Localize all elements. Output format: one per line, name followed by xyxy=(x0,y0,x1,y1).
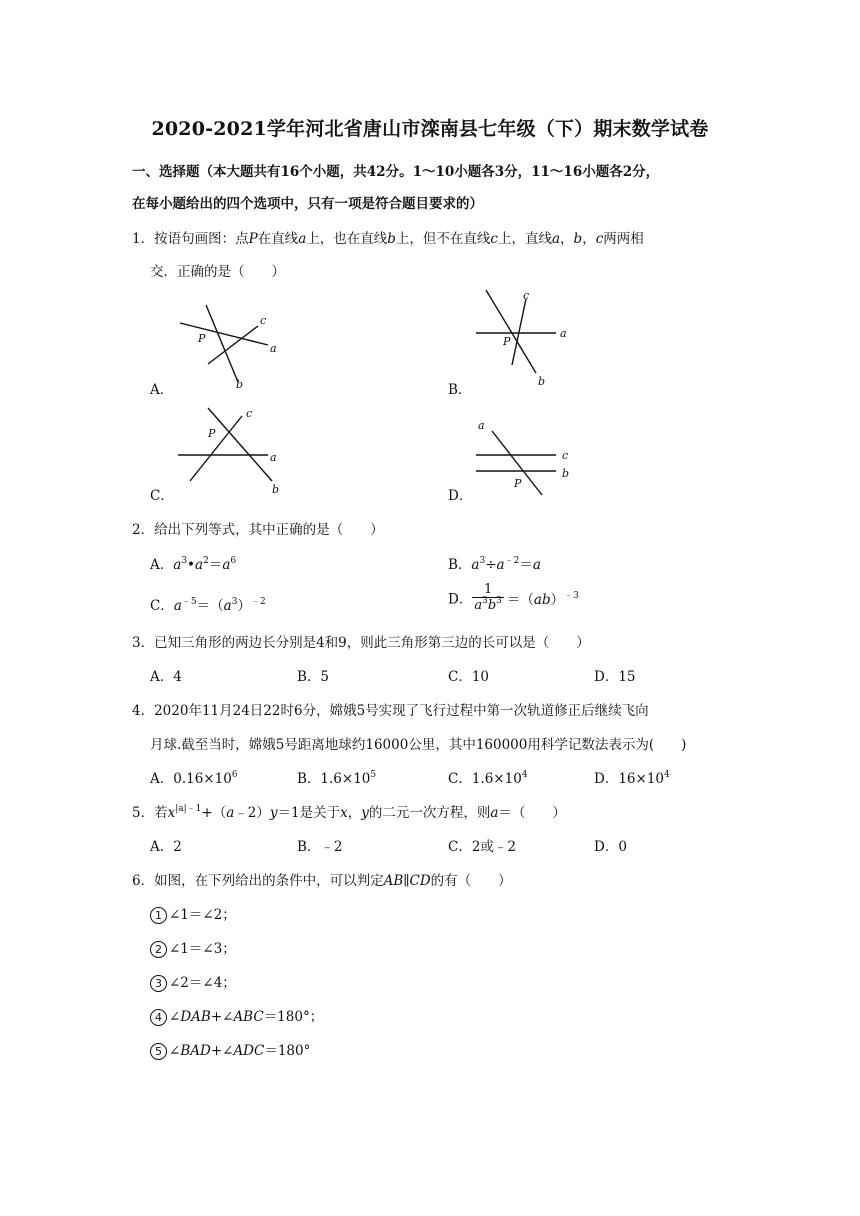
question-1-line1 xyxy=(132,227,644,247)
q1-figure-d xyxy=(468,415,588,500)
q6-condition-4 xyxy=(150,1005,323,1026)
q1-var: c xyxy=(595,231,604,247)
math-var: a xyxy=(471,557,480,573)
question-number: 6． xyxy=(132,873,155,889)
label-p: P xyxy=(208,427,216,440)
page-title: 2020-2021学年河北省唐山市滦南县七年级（下）期末数学试卷 xyxy=(151,118,709,140)
q1-var: c xyxy=(490,231,498,247)
exponent: ﹣2 xyxy=(504,556,520,566)
math-op: ＝（ xyxy=(506,591,534,608)
q1-var: a xyxy=(298,231,307,247)
question-1-line2: 交．正确的是（ ） xyxy=(150,264,285,280)
label-p: P xyxy=(514,477,522,490)
q5-text: ＝1是关于 xyxy=(277,805,341,821)
q6-condition-1 xyxy=(150,903,236,924)
q5-text: 的二元一次方程，则 xyxy=(368,805,491,821)
condition-text: +∠ xyxy=(210,1043,234,1059)
question-number: 1． xyxy=(132,231,155,247)
q1-option-b-label[interactable]: B． xyxy=(448,382,472,398)
option-text: B．1.6×10 xyxy=(297,771,371,787)
exponent: ﹣3 xyxy=(564,590,579,601)
exponent: |a|﹣1 xyxy=(175,804,202,814)
question-4-line2: 月球.截至当时，嫦娥5号距离地球约16000公里，其中160000用科学记数法表示为( ) xyxy=(150,737,687,753)
exponent: 3 xyxy=(231,597,238,607)
math-op: ＝ xyxy=(208,557,223,573)
exponent: 6 xyxy=(231,770,238,780)
section-header-line1: 一、选择题（本大题共有16个小题，共42分。1～10小题各3分，11～16小题各2分， xyxy=(132,164,660,180)
label-a: a xyxy=(560,327,567,340)
q1-var: P xyxy=(248,231,258,247)
exponent: 3 xyxy=(181,556,188,566)
q3-option-b[interactable]: B．5 xyxy=(297,669,330,685)
q1-figure-c xyxy=(170,403,290,498)
q6-condition-3 xyxy=(150,971,236,992)
q4-option-a[interactable] xyxy=(150,767,238,787)
question-2-stem xyxy=(132,518,384,538)
question-4-line1 xyxy=(132,699,649,719)
question-6-stem xyxy=(132,869,512,889)
q1-var: a xyxy=(551,231,561,247)
label-c: c xyxy=(562,449,569,462)
math-var: b xyxy=(487,598,497,613)
exponent: 4 xyxy=(521,770,528,780)
question-number: 2． xyxy=(132,522,155,538)
q5-text: +（ xyxy=(201,805,227,821)
q2-d-rhs xyxy=(507,592,579,608)
math-var: a xyxy=(496,557,505,573)
q1-text: ， xyxy=(560,231,574,247)
math-var: ABC xyxy=(233,1009,264,1025)
label-b: b xyxy=(562,467,570,480)
condition-text: ＝180° xyxy=(264,1043,311,1059)
exponent: 3 xyxy=(482,596,488,606)
math-op: ÷ xyxy=(485,557,497,573)
exponent: ﹣5 xyxy=(181,597,197,607)
q1-text: 上，也在直线 xyxy=(306,231,388,247)
label-b: b xyxy=(538,375,546,388)
exponent: ﹣2 xyxy=(250,597,266,607)
q4-option-c[interactable] xyxy=(448,767,528,787)
circled-number: 1 xyxy=(150,907,167,924)
line-c xyxy=(190,416,242,481)
math-var: a xyxy=(173,598,182,614)
option-text: D．16×10 xyxy=(594,771,664,787)
q6-text: 如图，在下列给出的条件中，可以判定 xyxy=(154,873,384,889)
math-var: CD xyxy=(409,873,431,889)
option-text: A．0.16×10 xyxy=(150,771,232,787)
question-5-stem xyxy=(132,801,566,821)
q1-text: 按语句画图：点 xyxy=(154,231,249,247)
label-a: a xyxy=(270,451,277,464)
q4-option-d[interactable] xyxy=(594,767,670,787)
label-c: c xyxy=(246,407,253,420)
math-op: ∥ xyxy=(403,873,410,889)
condition-text: ∠ xyxy=(169,1009,181,1025)
line-b xyxy=(206,305,238,382)
condition-text: +∠ xyxy=(210,1009,234,1025)
condition-text: ∠1＝∠2； xyxy=(169,907,236,923)
fraction-denominator xyxy=(472,597,504,613)
q2-stem-text: 给出下列等式，其中正确的是（ ） xyxy=(154,522,384,538)
q1-var: b xyxy=(387,231,396,247)
question-3-stem xyxy=(132,631,590,651)
q1-text: 上，但不在直线 xyxy=(395,231,491,247)
math-var: a xyxy=(226,805,235,821)
q5-text: ， xyxy=(347,805,362,821)
math-op: ） xyxy=(237,598,251,614)
math-var: a xyxy=(474,598,483,613)
option-text: C．1.6×10 xyxy=(448,771,522,787)
q1-text: 两两相 xyxy=(603,231,644,247)
math-op: ＝（ xyxy=(196,598,224,614)
exponent: 5 xyxy=(370,770,377,780)
math-var: a xyxy=(195,557,204,573)
q2-option-b[interactable] xyxy=(448,553,541,573)
exponent: 2 xyxy=(203,556,209,566)
q5-option-b[interactable]: B．﹣2 xyxy=(297,839,343,855)
label-b: b xyxy=(272,483,280,496)
label-c: c xyxy=(260,314,267,327)
circled-number: 2 xyxy=(150,941,167,958)
q5-option-c[interactable]: C．2或﹣2 xyxy=(448,839,517,855)
q3-stem-text: 已知三角形的两边长分别是4和9，则此三角形第三边的长可以是（ ） xyxy=(154,635,590,651)
condition-text: ＝180°； xyxy=(263,1009,324,1025)
math-var: ADC xyxy=(233,1043,265,1059)
math-var: y xyxy=(361,805,369,821)
condition-text: ∠2＝∠4； xyxy=(169,975,236,991)
section-header-line2: 在每小题给出的四个选项中，只有一项是符合题目要求的） xyxy=(132,196,483,212)
q3-option-a[interactable]: A．4 xyxy=(150,669,182,685)
q6-text: 的有（ ） xyxy=(430,873,512,889)
question-number: 3． xyxy=(132,635,155,651)
exponent: 4 xyxy=(664,770,670,780)
fraction xyxy=(472,582,504,613)
exponent: 3 xyxy=(479,556,486,566)
circled-number: 5 xyxy=(150,1043,167,1060)
q2-option-c[interactable] xyxy=(150,594,266,614)
q1-text: 上，直线 xyxy=(497,231,552,247)
math-op: ＝ xyxy=(519,557,533,573)
label-b: b xyxy=(236,378,244,391)
line-c xyxy=(512,299,526,365)
q2-option-d[interactable] xyxy=(448,582,579,613)
label-p: P xyxy=(198,332,206,345)
math-var: x xyxy=(167,805,176,821)
math-op: • xyxy=(187,557,196,573)
option-label: A． xyxy=(150,557,174,573)
q5-text: ﹣2） xyxy=(234,805,270,821)
circled-number: 3 xyxy=(150,975,167,992)
exponent: 6 xyxy=(230,556,237,566)
condition-text: ∠ xyxy=(169,1043,181,1059)
q5-option-a[interactable]: A．2 xyxy=(150,839,182,855)
math-var: BAD xyxy=(180,1043,211,1059)
math-var: a xyxy=(532,557,541,573)
option-label: C． xyxy=(150,598,174,614)
condition-text: ∠1＝∠3； xyxy=(169,941,236,957)
math-var: a xyxy=(223,598,232,614)
option-label: B． xyxy=(448,557,472,573)
q2-option-a[interactable] xyxy=(150,553,236,573)
math-op: ） xyxy=(550,591,565,608)
math-var: y xyxy=(269,805,278,821)
q5-text: 若 xyxy=(154,805,168,821)
label-a: a xyxy=(478,419,485,432)
question-number: 5． xyxy=(132,805,155,821)
question-number: 4． xyxy=(132,703,155,719)
q3-option-d[interactable]: D．15 xyxy=(594,669,636,685)
line-a xyxy=(180,323,268,345)
q1-option-a-label[interactable]: A． xyxy=(150,382,174,398)
q1-figure-a xyxy=(170,300,290,392)
q6-condition-5 xyxy=(150,1039,310,1060)
label-c: c xyxy=(523,289,530,302)
fraction-numerator: 1 xyxy=(483,582,493,597)
q5-option-d[interactable]: D．0 xyxy=(594,839,627,855)
circled-number: 4 xyxy=(150,1009,167,1026)
q1-var: b xyxy=(573,231,583,247)
q1-text: ， xyxy=(582,231,596,247)
math-var: a xyxy=(173,557,182,573)
q3-option-c[interactable]: C．10 xyxy=(448,669,490,685)
exponent: 3 xyxy=(496,596,502,606)
q1-figure-b xyxy=(468,285,578,390)
math-var: AB xyxy=(383,873,404,889)
q1-option-c-label[interactable]: C． xyxy=(150,488,174,504)
label-p: P xyxy=(503,335,511,348)
q1-text: 在直线 xyxy=(257,231,299,247)
math-var: a xyxy=(222,557,231,573)
option-label: D． xyxy=(448,591,473,608)
math-var: ab xyxy=(533,591,551,608)
math-var: a xyxy=(490,805,499,821)
q6-condition-2 xyxy=(150,937,236,958)
q1-option-d-label[interactable]: D． xyxy=(448,488,473,504)
line-b xyxy=(486,290,536,373)
q4-option-b[interactable] xyxy=(297,767,376,787)
q5-text: ＝（ ） xyxy=(498,805,566,821)
math-var: x xyxy=(340,805,348,821)
q4-text: 2020年11月24日22时6分，嫦娥5号实现了飞行过程中第一次轨道修正后继续飞向 xyxy=(154,703,649,719)
label-a: a xyxy=(270,342,277,355)
math-var: DAB xyxy=(180,1009,211,1025)
